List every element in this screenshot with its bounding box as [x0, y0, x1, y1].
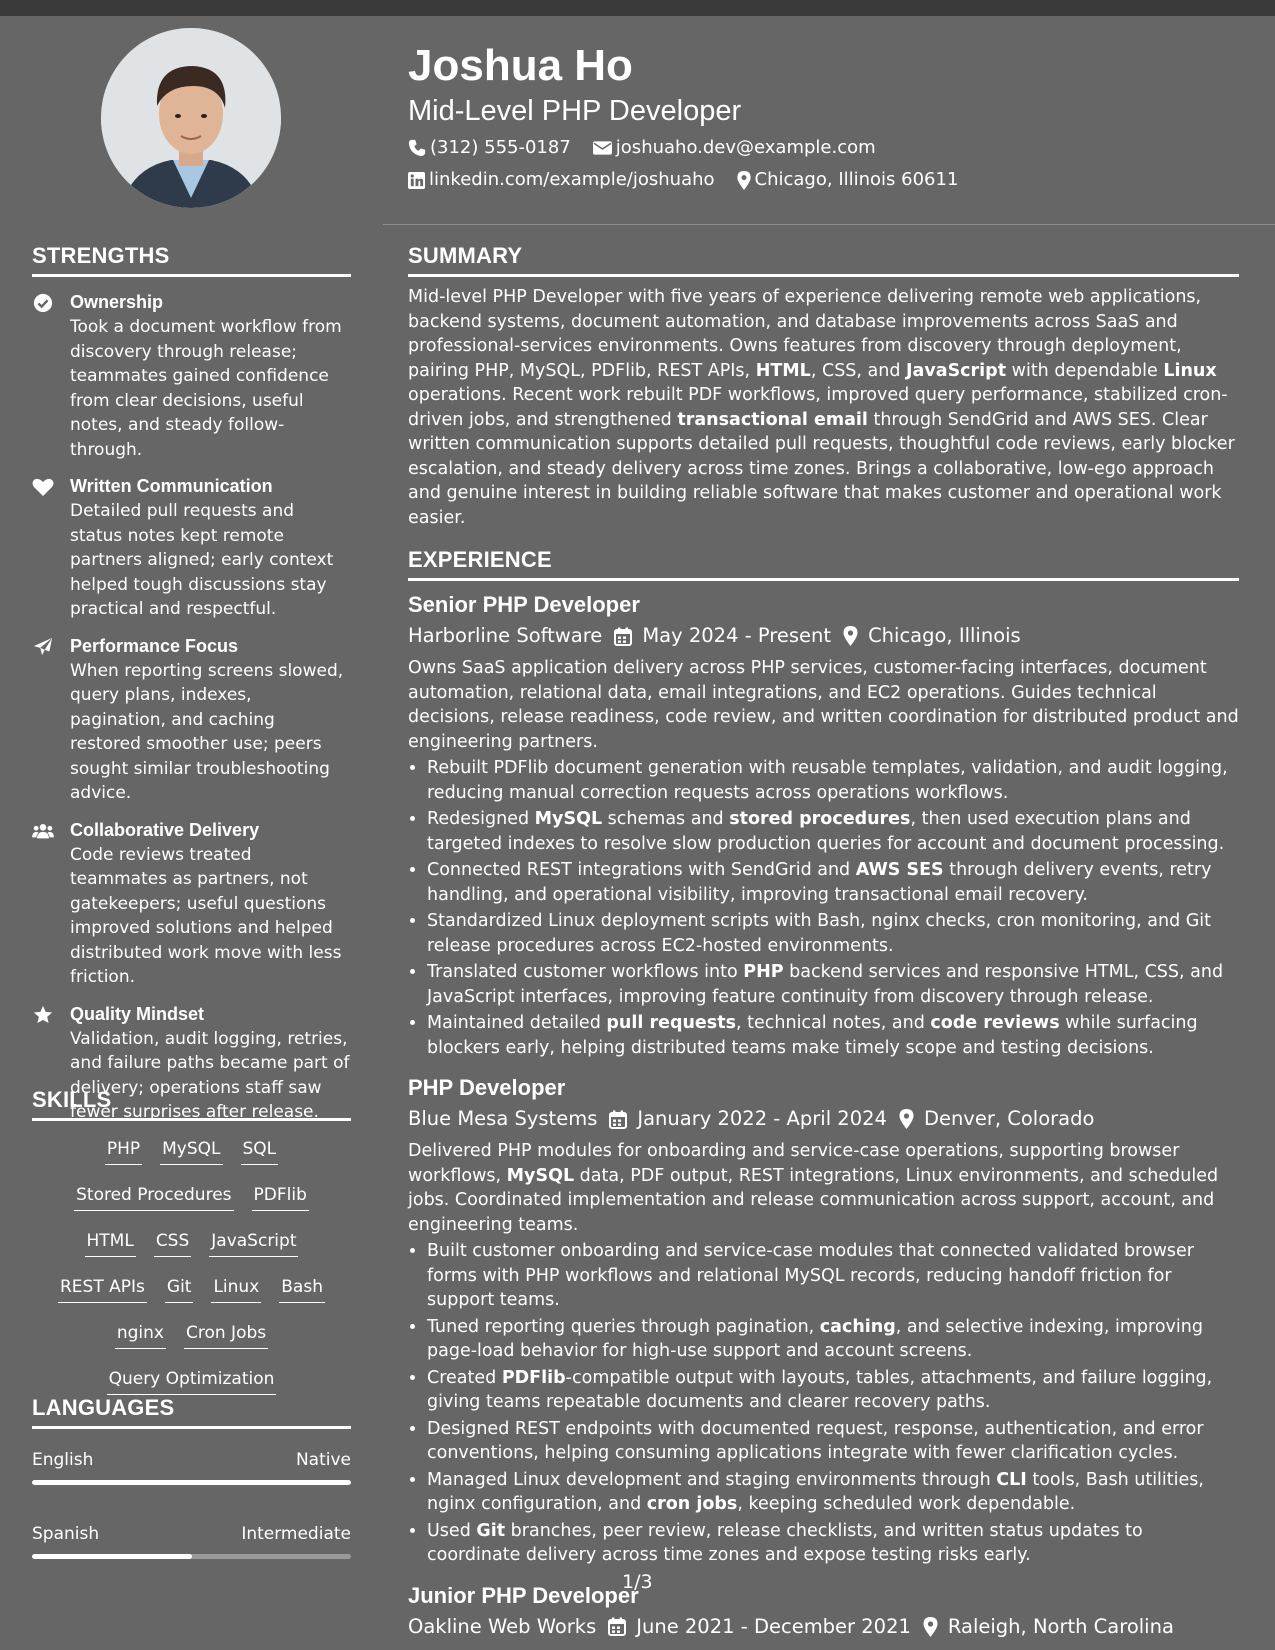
skill-tag: CSS — [154, 1229, 191, 1257]
star-icon — [32, 1005, 54, 1025]
header-divider — [383, 224, 1275, 225]
phone-icon — [408, 139, 426, 157]
main-column — [408, 243, 1239, 1640]
strength-title: Collaborative Delivery — [70, 819, 260, 840]
language-name: English — [32, 1450, 94, 1470]
job-bullet: • Redesigned MySQL schemas and stored procedures, then used execution plans and targeted indexes to resolve slow production queries for account and document processing. — [427, 807, 1239, 856]
job-description: Delivered PHP modules for onboarding and service-case operations, supporting browser workflows, MySQL data, PDF output, REST integrations, Linux environments, and scheduled jobs. Coordinated implementation and release communication across support, account, and engineering teams. — [408, 1141, 1219, 1235]
candidate-name: Joshua Ho — [408, 41, 633, 90]
job-location: Raleigh, North Carolina — [947, 1614, 1174, 1638]
job-bullet: • Designed REST endpoints with documented request, response, authentication, and error conventions, helping consuming applications integrate with fewer clarification cycles. — [427, 1417, 1239, 1466]
top-bar — [0, 0, 1275, 16]
job-dates: June 2021 - December 2021 — [636, 1614, 911, 1638]
language-proficiency-bar — [32, 1480, 351, 1485]
language-item — [32, 1523, 351, 1559]
strength-title: Performance Focus — [70, 635, 239, 656]
language-name: Spanish — [32, 1524, 100, 1544]
job-meta — [408, 1106, 1239, 1132]
job-company: Blue Mesa Systems — [408, 1107, 598, 1130]
job-company: Harborline Software — [408, 624, 603, 647]
map-pin-icon — [843, 626, 858, 646]
job-entry — [408, 1074, 1239, 1568]
job-title: Junior PHP Developer — [408, 1582, 639, 1608]
skill-tag: Git — [165, 1275, 194, 1303]
skill-tag: JavaScript — [209, 1229, 298, 1257]
strength-text: Detailed pull requests and status notes kept remote partners aligned; early context helped tough discussions stay practical and respectful. — [70, 501, 334, 619]
job-title: Senior PHP Developer — [408, 592, 640, 617]
job-description: Owns SaaS application delivery across PHP services, customer-facing interfaces, document automation, relational data, email integrations, and EC2 operations. Guides technical decisions, release readiness, code review, and written coordination for distributed product and engineering partners. — [408, 658, 1239, 752]
job-title: PHP Developer — [408, 1075, 566, 1100]
job-bullet: • Created PDFlib-compatible output with layouts, tables, attachments, and failure logging, giving teams repeatable documents and clearer recovery paths. — [427, 1366, 1239, 1415]
summary-text: Mid-level PHP Developer with five years of experience delivering remote web applications, backend systems, document automation, and database improvements across SaaS and professional-services environments. Owns features from discovery through deployment, pairing PHP, MySQL, PDFlib, REST APIs, HTML, CSS, and JavaScript with dependable Linux operations. Recent work rebuilt PDF workflows, improved query performance, stabilized cron-driven jobs, and strengthened transactional email through SendGrid and AWS SES. Clear written communication supports detailed pull requests, thoughtful code reviews, early blocker escalation, and steady delivery across time zones. Brings a collaborative, low-ego approach and genuine interest in building reliable software that makes customer and operational work easier. — [408, 287, 1235, 528]
linkedin-icon — [408, 172, 425, 189]
languages-section — [32, 1395, 351, 1559]
strength-text: Code reviews treated teammates as partners, not gatekeepers; useful questions improved solutions and helped distributed work move with less friction. — [70, 844, 342, 987]
skill-tag: MySQL — [160, 1137, 222, 1165]
skill-tag: PDFlib — [252, 1183, 309, 1211]
map-pin-icon — [737, 171, 751, 190]
candidate-role: Mid-Level PHP Developer — [408, 95, 742, 127]
job-bullet: • Translated customer workflows into PHP backend services and responsive HTML, CSS, and JavaScript interfaces, improving feature continuity from discovery through release. — [427, 960, 1239, 1009]
language-level: Intermediate — [241, 1524, 351, 1544]
strength-item — [32, 291, 351, 462]
calendar-icon — [608, 1617, 626, 1636]
page-number: 1/3 — [622, 1571, 653, 1593]
skill-tag: nginx — [115, 1321, 166, 1349]
language-item — [32, 1449, 351, 1485]
job-bullet: • Used Git branches, peer review, release checklists, and written status updates to coordinate delivery across time zones and expose testing risks early. — [427, 1519, 1239, 1568]
language-proficiency-bar — [32, 1554, 351, 1559]
job-dates: May 2024 - Present — [642, 624, 832, 647]
job-bullet: • Maintained detailed pull requests, technical notes, and code reviews while surfacing blockers early, helping distributed teams make timely scope and testing decisions. — [427, 1011, 1239, 1060]
job-location: Denver, Colorado — [923, 1107, 1095, 1130]
skills-list — [32, 1121, 351, 1405]
job-bullet-list — [408, 1239, 1239, 1568]
contact-row-2 — [408, 168, 1238, 192]
skills-heading: SKILLS — [32, 1087, 351, 1121]
job-meta — [408, 623, 1239, 649]
skill-tag: Stored Procedures — [74, 1183, 233, 1211]
job-bullet: • Tuned reporting queries through pagination, caching, and selective indexing, improving page-load behavior for high-use support and account screens. — [427, 1315, 1239, 1364]
language-level: Native — [295, 1450, 351, 1470]
check-circle-icon — [32, 293, 54, 313]
calendar-icon — [614, 627, 632, 646]
strength-item — [32, 635, 351, 806]
heart-icon — [32, 477, 54, 497]
skill-tag: REST APIs — [58, 1275, 147, 1303]
envelope-icon — [593, 140, 612, 156]
resume-header — [408, 40, 1238, 192]
skill-tag: Cron Jobs — [184, 1321, 268, 1349]
email-contact[interactable]: joshuaho.dev@example.com — [593, 136, 876, 160]
experience-heading: EXPERIENCE — [408, 547, 1239, 581]
job-entry — [408, 591, 1239, 1060]
skill-tag: Bash — [279, 1275, 325, 1303]
strength-item — [32, 475, 351, 622]
job-bullet: • Connected REST integrations with SendGrid and AWS SES through delivery events, retry handling, and operational visibility, improving transactional email recovery. — [427, 858, 1239, 907]
job-company: Oakline Web Works — [408, 1614, 597, 1638]
phone-contact: (312) 555-0187 — [408, 136, 571, 160]
job-bullet: • Standardized Linux deployment scripts with Bash, nginx checks, cron monitoring, and Git release procedures across EC2-hosted environments. — [427, 909, 1239, 958]
skill-tag: Query Optimization — [107, 1367, 277, 1395]
summary-heading: SUMMARY — [408, 243, 1239, 277]
strength-item — [32, 819, 351, 990]
job-dates: January 2022 - April 2024 — [637, 1107, 887, 1130]
contact-row-1 — [408, 136, 1238, 160]
paper-plane-icon — [32, 637, 54, 657]
profile-photo — [101, 28, 281, 208]
map-pin-icon — [899, 1109, 914, 1129]
skills-section — [32, 1087, 351, 1405]
skill-tag: HTML — [85, 1229, 136, 1257]
job-bullet-list — [408, 756, 1239, 1060]
skill-tag: PHP — [105, 1137, 142, 1165]
strength-title: Written Communication — [70, 476, 273, 496]
job-bullet: • Managed Linux development and staging environments through CLI tools, Bash utilities, nginx configuration, and cron jobs, keeping scheduled work dependable. — [427, 1468, 1239, 1517]
job-entry — [408, 1582, 1239, 1640]
job-bullet: • Built customer onboarding and service-case modules that connected validated browser forms with PHP workflows and relational MySQL records, reducing handoff friction for support teams. — [427, 1239, 1239, 1313]
strength-text: When reporting screens slowed, query plans, indexes, pagination, and caching restored smoother use; peers sought similar troubleshooting advice. — [70, 660, 344, 803]
strength-text: Validation, audit logging, retries, and failure paths became part of delivery; operations staff saw fewer surprises after release. — [70, 1028, 350, 1122]
location-contact: Chicago, Illinois 60611 — [737, 168, 959, 192]
strength-title: Quality Mindset — [70, 1003, 205, 1024]
job-bullet: • Rebuilt PDFlib document generation with reusable templates, validation, and audit logging, reducing manual correction requests across operations workflows. — [427, 756, 1239, 805]
strengths-section — [32, 243, 351, 1125]
users-icon — [32, 821, 54, 841]
skill-tag: Linux — [211, 1275, 261, 1303]
skill-tag: SQL — [241, 1137, 279, 1165]
strengths-heading: STRENGTHS — [32, 243, 351, 277]
linkedin-contact[interactable]: linkedin.com/example/joshuaho — [408, 168, 715, 192]
calendar-icon — [609, 1110, 627, 1129]
job-location: Chicago, Illinois — [868, 624, 1021, 647]
strength-title: Ownership — [70, 292, 164, 312]
strength-text: Took a document workflow from discovery through release; teammates gained confidence from clear decisions, useful notes, and steady follow-through. — [70, 317, 342, 460]
languages-heading: LANGUAGES — [32, 1395, 351, 1429]
job-meta — [408, 1614, 1239, 1640]
map-pin-icon — [923, 1617, 938, 1637]
